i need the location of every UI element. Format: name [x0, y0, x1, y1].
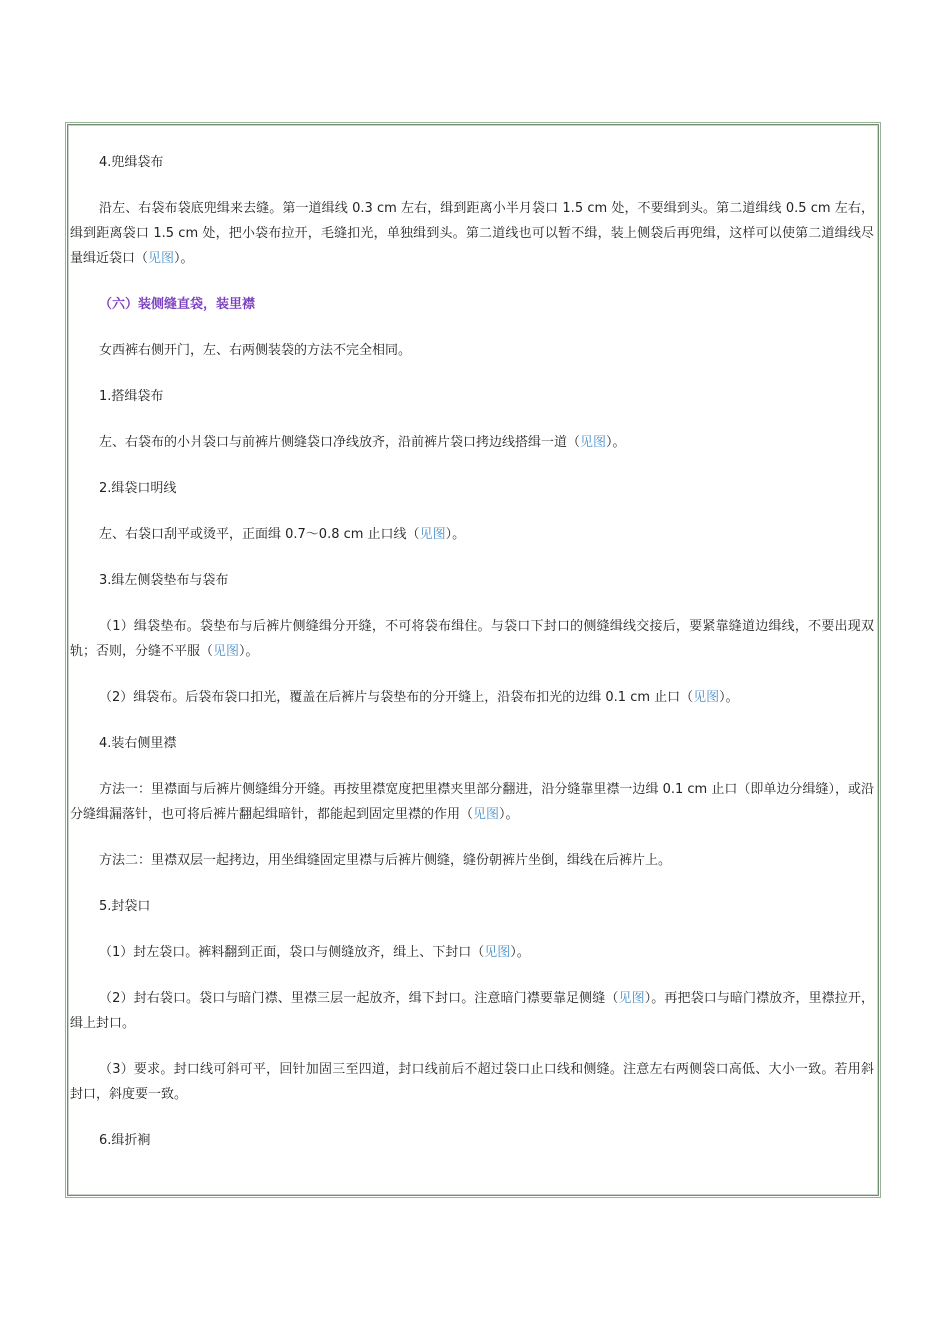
paragraph-step-3-1: （1）缉袋垫布。袋垫布与后裤片侧缝缉分开缝，不可将袋布缉住。与袋口下封口的侧缝缉线交接后，要紧靠缝道边缉线，不要出现双轨；否则，分缝不平服（见图）。 [70, 619, 874, 659]
section-title-6: （六）装侧缝直袋，装里襟 [99, 297, 256, 312]
step-heading-2: 2.缉袋口明线 [99, 481, 177, 496]
see-figure-link[interactable]: 见图 [484, 945, 511, 960]
step-heading-3: 3.缉左侧袋垫布与袋布 [99, 573, 229, 588]
step-heading-4b: 4.装右侧里襟 [99, 736, 177, 751]
paragraph-method-2: 方法二：里襟双层一起拷边，用坐缉缝固定里襟与后裤片侧缝，缝份朝裤片坐倒，缉线在后裤片上。 [99, 853, 672, 868]
paragraph-step-5-3: （3）要求。封口线可斜可平，回针加固三至四道，封口线前后不超过袋口止口线和侧缝。注意左右两侧袋口高低、大小一致。若用斜封口，斜度要一致。 [70, 1062, 874, 1102]
paragraph-step-3-2: （2）缉袋布。后袋布袋口扣光，覆盖在后裤片与袋垫布的分开缝上，沿袋布扣光的边缉 0.1 cm 止口（见图）。 [99, 690, 739, 705]
paragraph-step-5-1: （1）封左袋口。裤料翻到正面，袋口与侧缝放齐，缉上、下封口（见图）。 [99, 945, 530, 960]
paragraph-intro: 女西裤右侧开门，左、右两侧装袋的方法不完全相同。 [99, 343, 412, 358]
paragraph-method-1: 方法一：里襟面与后裤片侧缝缉分开缝。再按里襟宽度把里襟夹里部分翻进，沿分缝靠里襟一边缉 0.1 cm 止口（即单边分缉缝），或沿分缝缉漏落针，也可将后裤片翻起缉暗针，都能起到固定里襟的作用（见图）。 [70, 782, 874, 822]
step-heading-4: 4.兜缉袋布 [99, 155, 164, 170]
paragraph-step-1: 左、右袋布的小爿袋口与前裤片侧缝袋口净线放齐，沿前裤片袋口拷边线搭缉一道（见图）。 [99, 435, 626, 450]
step-heading-1: 1.搭缉袋布 [99, 389, 164, 404]
see-figure-link[interactable]: 见图 [419, 527, 446, 542]
see-figure-link[interactable]: 见图 [618, 991, 645, 1006]
paragraph-step-2: 左、右袋口刮平或烫平，正面缉 0.7～0.8 cm 止口线（见图）。 [99, 527, 466, 542]
paragraph-step-5-2: （2）封右袋口。袋口与暗门襟、里襟三层一起放齐，缉下封口。注意暗门襟要靠足侧缝（见图）。再把袋口与暗门襟放齐，里襟拉开，缉上封口。 [70, 991, 874, 1031]
see-figure-link[interactable]: 见图 [213, 644, 240, 659]
see-figure-link[interactable]: 见图 [148, 251, 175, 266]
step-heading-6: 6.缉折裥 [99, 1133, 151, 1148]
step-heading-5: 5.封袋口 [99, 899, 151, 914]
paragraph-pocket-stitch: 沿左、右袋布袋底兜缉来去缝。第一道缉线 0.3 cm 左右，缉到距离小半月袋口 1.5 cm 处，不要缉到头。第二道缉线 0.5 cm 左右，缉到距离袋口 1.5 cm 处，把小袋布拉开，毛缝扣光，单独缉到头。第二道线也可以暂不缉，装上侧袋后再兜缉，这样可以使第二道缉线尽量缉近袋口（见图）。 [70, 201, 874, 266]
see-figure-link[interactable]: 见图 [580, 435, 607, 450]
see-figure-link[interactable]: 见图 [693, 690, 720, 705]
document-body [70, 150, 874, 1153]
see-figure-link[interactable]: 见图 [473, 807, 500, 822]
